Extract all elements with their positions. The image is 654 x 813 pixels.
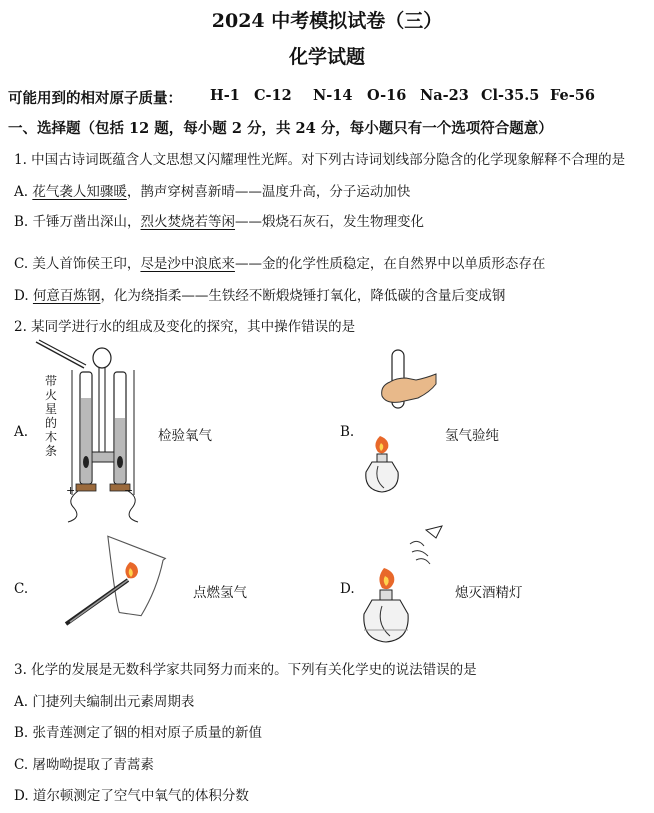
q2-a-caption: 检验氧气: [158, 428, 212, 444]
q3-stem: 3. 化学的发展是无数科学家共同努力而来的。下列有关化学史的说法错误的是: [14, 662, 477, 678]
q1-b-underlined: 烈火焚烧若等闲: [140, 214, 236, 230]
atomic-mass-label: 可能用到的相对原子质量：: [8, 90, 182, 107]
q1-option-d: D. 何意百炼钢，化为绕指柔——生铁经不断煅烧锤打氧化，降低碳的含量后变成钢: [14, 288, 506, 304]
atomic-mass-cl: Cl-35.5: [481, 87, 540, 104]
q3-option-a: A. 门捷列夫编制出元素周期表: [14, 694, 195, 710]
atomic-mass-c: C-12: [254, 87, 292, 104]
q2-c-letter: C.: [14, 581, 29, 597]
electrode-plus: +: [66, 484, 76, 497]
q2-b-letter: B.: [340, 424, 355, 440]
exam-title: 2024 中考模拟试卷（三）: [211, 10, 443, 32]
atomic-mass-na: Na-23: [420, 87, 469, 104]
q2-b-caption: 氢气验纯: [445, 428, 499, 444]
q2-c-caption: 点燃氢气: [193, 585, 247, 601]
q3-option-b: B. 张青莲测定了铟的相对原子质量的新值: [14, 725, 263, 741]
atomic-mass-n: N-14: [313, 87, 353, 104]
q1-option-c: C. 美人首饰侯王印，尽是沙中浪底来——金的化学性质稳定，在自然界中以单质形态存在: [14, 256, 546, 272]
q2-d-letter: D.: [340, 581, 355, 597]
q1-d-underlined: 何意百炼钢: [32, 288, 101, 304]
q1-a-underlined: 花气袭人知骤暖: [32, 184, 127, 200]
q3-option-d: D. 道尔顿测定了空气中氧气的体积分数: [14, 788, 249, 804]
ignite-hydrogen-figure: [62, 530, 172, 630]
q2-a-letter: A.: [14, 424, 29, 440]
hydrogen-purity-test-figure: [356, 348, 446, 498]
q2-stem: 2. 某同学进行水的组成及变化的探究，其中操作错误的是: [14, 319, 356, 335]
q1-c-underlined: 尽是沙中浪底来: [140, 256, 235, 272]
q1-stem: 1. 中国古诗词既蕴含人文思想又闪耀理性光辉。对下列古诗词划线部分隐含的化学现象解释不合理的是: [14, 152, 626, 168]
q1-option-a: A. 花气袭人知骤暖，鹊声穿树喜新晴——温度升高，分子运动加快: [14, 184, 411, 200]
lit-stick-label: 带 火 星 的 木 条: [44, 374, 57, 458]
electrode-minus: −: [124, 484, 134, 497]
atomic-mass-o: O-16: [367, 87, 407, 104]
q3-option-c: C. 屠呦呦提取了青蒿素: [14, 757, 154, 773]
blow-out-lamp-figure: [356, 524, 456, 652]
q2-d-caption: 熄灭酒精灯: [455, 585, 523, 601]
exam-subtitle: 化学试题: [288, 46, 365, 68]
q1-option-b: B. 千锤万凿出深山，烈火焚烧若等闲——煅烧石灰石，发生物理变化: [14, 214, 425, 230]
section-heading: 一、选择题（包括 12 题，每小题 2 分，共 24 分，每小题只有一个选项符合题意）: [8, 120, 553, 137]
atomic-mass-fe: Fe-56: [550, 87, 595, 104]
atomic-mass-h: H-1: [210, 87, 240, 104]
